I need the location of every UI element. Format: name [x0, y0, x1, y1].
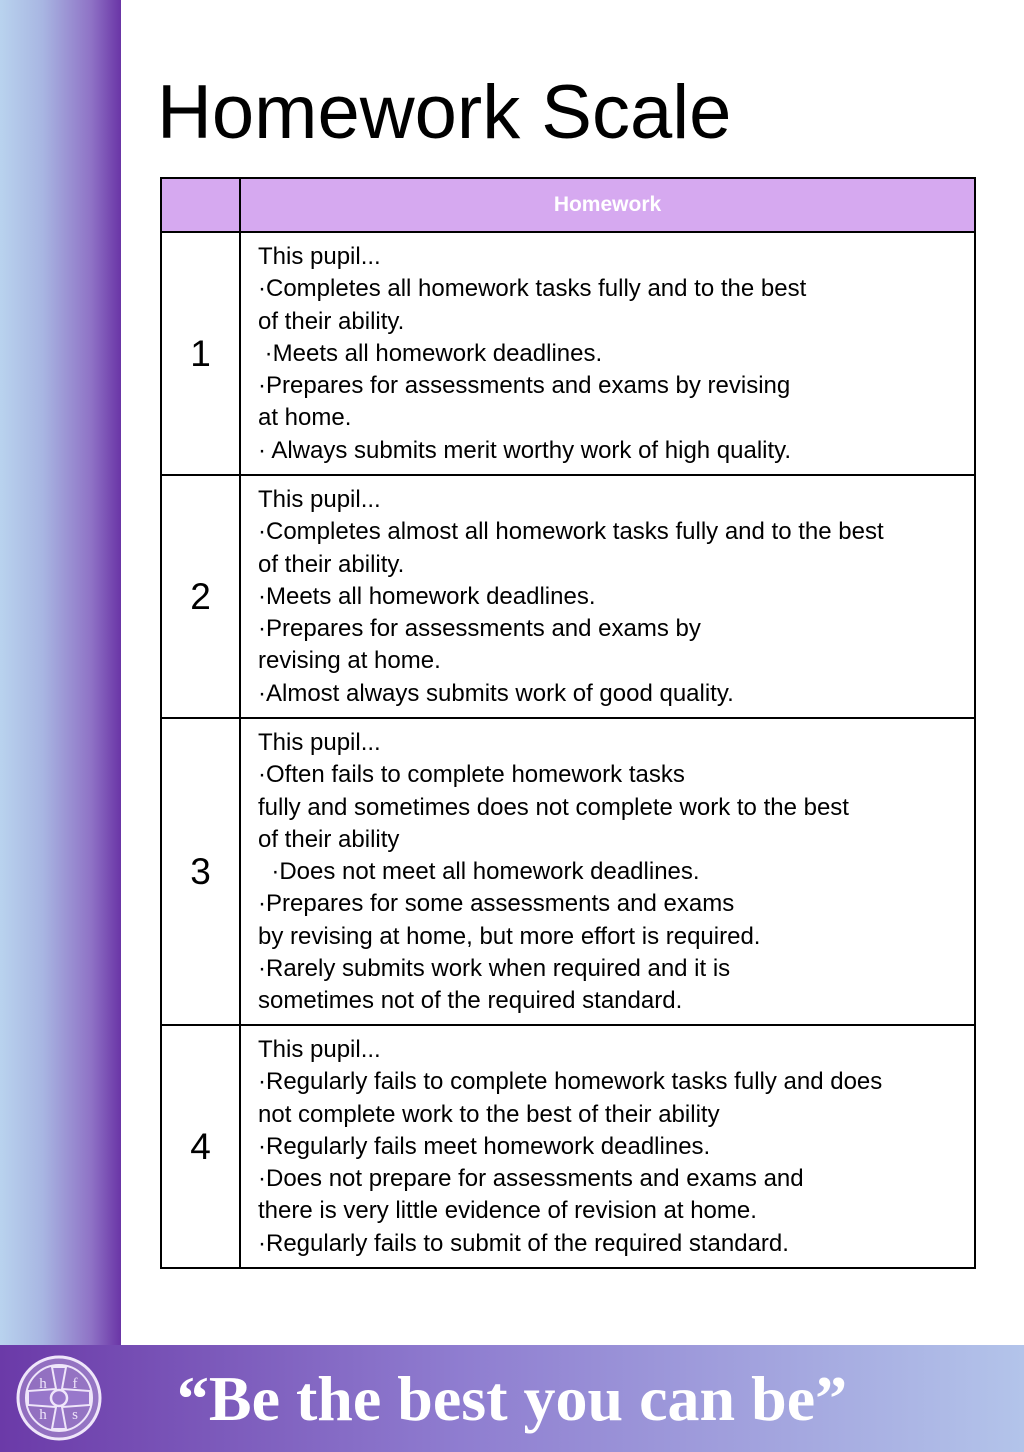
level-number: 4	[161, 1025, 240, 1268]
description-line: not complete work to the best of their ability	[258, 1100, 720, 1128]
description-line: ·Meets all homework deadlines.	[258, 339, 603, 367]
description-line: at home.	[258, 404, 352, 432]
description-line: ·Regularly fails meet homework deadlines.	[258, 1132, 711, 1160]
description-line: This pupil...	[258, 486, 381, 513]
table-row	[161, 232, 975, 475]
description-line: fully and sometimes does not complete work to the best	[258, 793, 849, 821]
description-line: This pupil...	[258, 729, 381, 756]
description-line: ·Prepares for assessments and exams by revising	[258, 372, 791, 400]
svg-text:s: s	[72, 1407, 78, 1423]
footer-banner	[0, 1345, 1024, 1452]
homework-scale-table	[160, 177, 976, 1269]
description-line: ·Prepares for some assessments and exams	[258, 890, 735, 918]
table-body	[161, 232, 975, 1268]
description-line: ·Regularly fails to submit of the required standard.	[258, 1229, 789, 1257]
table-row	[161, 475, 975, 718]
description-line: of their ability.	[258, 307, 405, 335]
description-line: This pupil...	[258, 243, 381, 270]
description-line: This pupil...	[258, 1036, 381, 1063]
table-row	[161, 1025, 975, 1268]
description-line: sometimes not of the required standard.	[258, 987, 683, 1015]
description-line: ·Does not prepare for assessments and exams and	[258, 1165, 804, 1193]
description-line: ·Meets all homework deadlines.	[258, 582, 596, 610]
description-line: ·Rarely submits work when required and it is	[258, 955, 731, 983]
svg-text:h: h	[39, 1407, 47, 1423]
description-line: · Always submits merit worthy work of high quality.	[258, 436, 792, 464]
description-line: ·Completes almost all homework tasks fully and to the best	[258, 518, 884, 546]
description-line: there is very little evidence of revision at home.	[258, 1197, 757, 1225]
description-line: ·Regularly fails to complete homework tasks fully and does	[258, 1068, 883, 1096]
header-homework: Homework	[240, 178, 975, 232]
description-line: ·Prepares for assessments and exams by	[258, 615, 701, 643]
svg-text:f: f	[72, 1376, 78, 1392]
level-description	[240, 232, 975, 475]
level-description	[240, 718, 975, 1025]
description-line: ·Completes all homework tasks fully and to the best	[258, 275, 807, 303]
level-number: 2	[161, 475, 240, 718]
header-empty-cell	[161, 178, 240, 232]
table-row	[161, 718, 975, 1025]
description-line: ·Often fails to complete homework tasks	[258, 761, 685, 789]
description-line: ·Does not meet all homework deadlines.	[258, 858, 700, 886]
page-title: Homework Scale	[157, 70, 732, 155]
svg-text:h: h	[39, 1376, 47, 1392]
level-number: 1	[161, 232, 240, 475]
level-description	[240, 1025, 975, 1268]
school-crest-logo	[16, 1355, 102, 1441]
description-line: revising at home.	[258, 647, 441, 675]
level-number: 3	[161, 718, 240, 1025]
level-description	[240, 475, 975, 718]
side-decorative-band	[0, 0, 121, 1345]
description-line: of their ability	[258, 825, 400, 853]
description-line: of their ability.	[258, 550, 405, 578]
school-motto: “Be the best you can be”	[176, 1363, 848, 1434]
table-header-row	[161, 178, 975, 232]
description-line: ·Almost always submits work of good quality.	[258, 679, 734, 707]
description-line: by revising at home, but more effort is required.	[258, 922, 761, 950]
